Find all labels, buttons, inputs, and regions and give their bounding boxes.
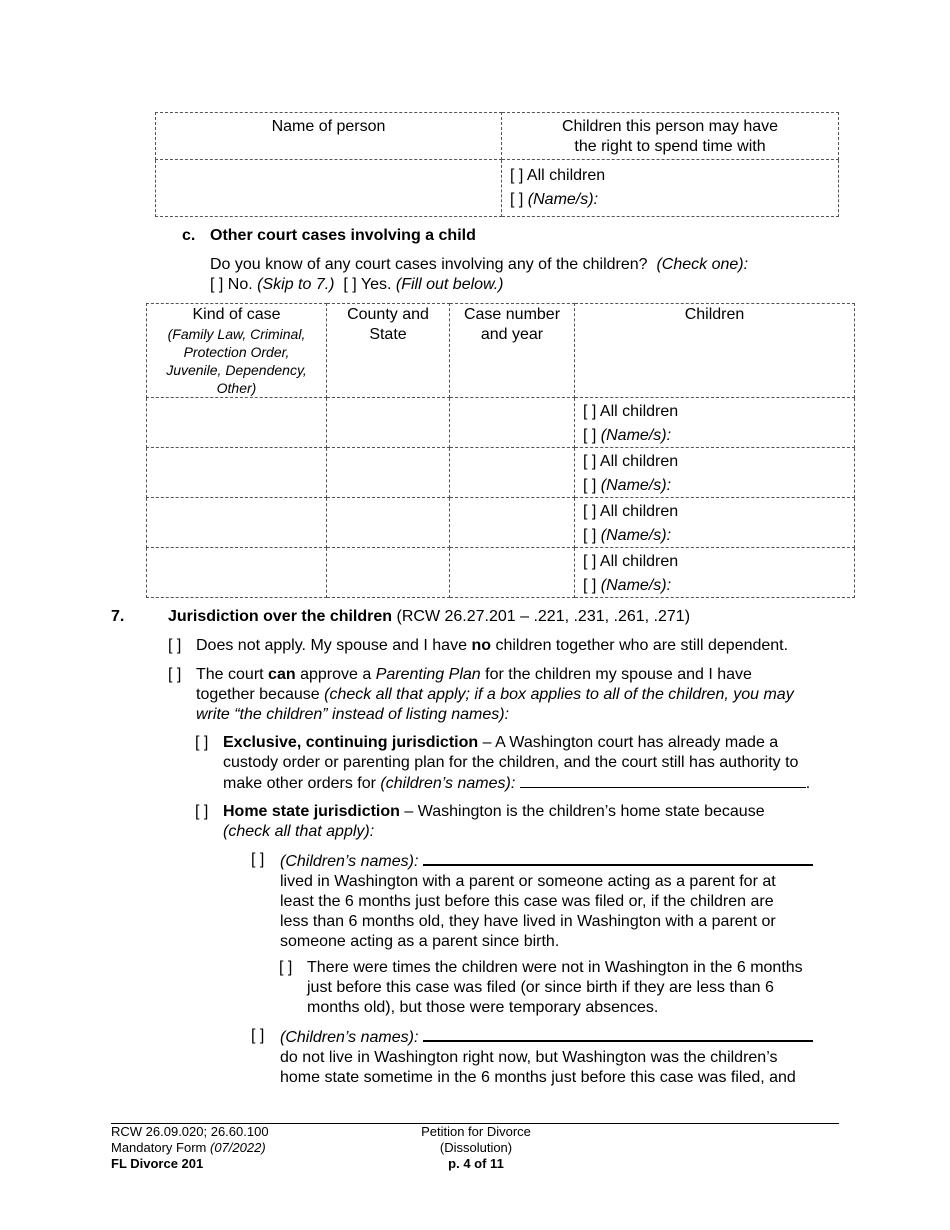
section-7-number: 7. — [111, 608, 125, 625]
header-county-state: County and State — [327, 304, 450, 398]
home-option2-text: (Children’s names): do not live in Washington right now, but Washington was the children’s home state sometime in the 6 months just before this case was filed, and — [280, 1026, 840, 1088]
names-checkbox[interactable]: [ ] (Name/s): — [583, 577, 672, 594]
names-checkbox[interactable]: [ ] (Name/s): — [583, 527, 672, 544]
children-cell — [575, 498, 855, 548]
county-cell[interactable] — [327, 398, 450, 448]
table-row — [147, 548, 855, 598]
section-c-letter: c. — [182, 227, 196, 244]
home-state-checkbox[interactable]: [ ] — [195, 803, 209, 820]
footer-left: RCW 26.09.020; 26.60.100 Mandatory Form (07/2022) FL Divorce 201 — [111, 1124, 269, 1171]
opt1-text: Does not apply. My spouse and I have no children together who are still dependent. — [196, 637, 789, 654]
names-checkbox[interactable]: [ ] (Name/s): — [583, 427, 672, 444]
header-kind-of-case: Kind of case (Family Law, Criminal, Protection Order, Juvenile, Dependency, Other) — [147, 304, 327, 398]
table-row — [147, 398, 855, 448]
yes-checkbox[interactable]: [ ] Yes. — [343, 276, 392, 293]
court-cases-table — [146, 303, 855, 598]
home-option2-names-field[interactable] — [423, 1026, 813, 1042]
home-option1-names-field[interactable] — [423, 850, 813, 866]
home-state-text: Home state jurisdiction – Washington is the children’s home state because (check all that apply): — [223, 803, 765, 840]
kind-cell[interactable] — [147, 448, 327, 498]
county-cell[interactable] — [327, 448, 450, 498]
case-number-cell[interactable] — [450, 498, 575, 548]
table-row — [147, 498, 855, 548]
exclusive-children-names-field[interactable] — [520, 773, 806, 788]
header-case-number: Case number and year — [450, 304, 575, 398]
header-children: Children — [575, 304, 855, 398]
all-children-checkbox[interactable]: [ ] All children — [583, 553, 679, 570]
county-cell[interactable] — [327, 498, 450, 548]
section-c-title: Other court cases involving a child — [210, 227, 476, 244]
county-cell[interactable] — [327, 548, 450, 598]
temporary-absence-text: There were times the children were not in Washington in the 6 months just before this case was filed (or since birth if they are less than 6 months old), but those were temporary absences. — [307, 959, 803, 1016]
children-cell — [575, 398, 855, 448]
opt2-text: The court can approve a Parenting Plan for the children my spouse and I have together because (check all that apply; if a box applies to all of the children, you may write “the children” instead of listing names): — [196, 666, 794, 723]
person-children-cell — [502, 160, 839, 217]
person-table-header-name: Name of person — [156, 113, 502, 160]
home-option2-checkbox[interactable]: [ ] — [251, 1027, 265, 1044]
kind-cell[interactable] — [147, 498, 327, 548]
section-c-options: [ ] No. (Skip to 7.) [ ] Yes. (Fill out below.) — [210, 276, 504, 293]
all-children-checkbox[interactable]: [ ] All children — [583, 503, 679, 520]
opt2-checkbox[interactable]: [ ] — [168, 666, 182, 683]
home-option1-text: (Children’s names): lived in Washington with a parent or someone acting as a parent for at least the 6 months just before this case was filed or, if the children are less than 6 months old, they have lived in Washington with a parent or someone acting as a parent since birth. — [280, 850, 840, 952]
table-row — [147, 448, 855, 498]
footer-center: Petition for Divorce (Dissolution) p. 4 of 11 — [421, 1124, 531, 1171]
exclusive-checkbox[interactable]: [ ] — [195, 734, 209, 751]
kind-cell[interactable] — [147, 548, 327, 598]
names-checkbox[interactable]: [ ] (Name/s): — [510, 191, 599, 208]
names-checkbox[interactable]: [ ] (Name/s): — [583, 477, 672, 494]
opt1-checkbox[interactable]: [ ] — [168, 637, 182, 654]
children-cell — [575, 548, 855, 598]
case-number-cell[interactable] — [450, 548, 575, 598]
kind-cell[interactable] — [147, 398, 327, 448]
all-children-checkbox[interactable]: [ ] All children — [583, 403, 679, 420]
no-checkbox[interactable]: [ ] No. — [210, 276, 253, 293]
home-option1-checkbox[interactable]: [ ] — [251, 851, 265, 868]
person-table-header-children: Children this person may have the right to spend time with — [502, 113, 839, 160]
case-number-cell[interactable] — [450, 398, 575, 448]
person-table — [155, 112, 839, 217]
exclusive-text: Exclusive, continuing jurisdiction – A Washington court has already made a custody order or parenting plan for the children, and the court still has authority to make other orders for (children’s names): . — [223, 734, 811, 792]
all-children-checkbox[interactable]: [ ] All children — [510, 167, 606, 184]
case-number-cell[interactable] — [450, 448, 575, 498]
section-7-heading: Jurisdiction over the children (RCW 26.27.201 – .221, .231, .261, .271) — [168, 608, 691, 625]
children-cell — [575, 448, 855, 498]
all-children-checkbox[interactable]: [ ] All children — [583, 453, 679, 470]
person-name-cell[interactable] — [156, 160, 502, 217]
section-c-question: Do you know of any court cases involving any of the children? (Check one): — [210, 256, 749, 273]
temporary-absence-checkbox[interactable]: [ ] — [279, 959, 293, 976]
